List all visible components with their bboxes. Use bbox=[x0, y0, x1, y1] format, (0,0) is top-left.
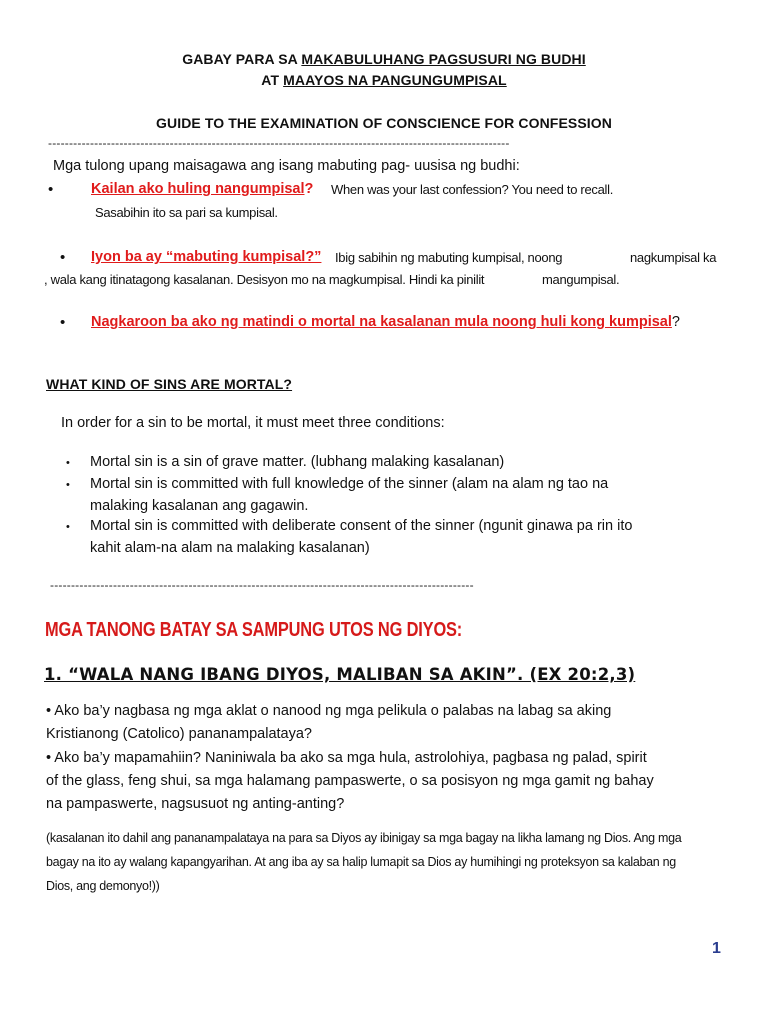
mortal-intro: In order for a sin to be mortal, it must meet three conditions: bbox=[61, 415, 445, 431]
header-line-1 bbox=[0, 51, 768, 67]
commandment-1-line: na pampaswerte, nagsusuot ng anting-anting? bbox=[46, 796, 345, 812]
question-text: Kailan ako huling nangumpisal bbox=[91, 181, 305, 197]
bullet: • bbox=[60, 249, 66, 266]
commandment-1-line: • Ako ba’y mapamahiin? Naniniwala ba ako sa mga hula, astrolohiya, pagbasa ng palad, spirit bbox=[46, 750, 647, 766]
page-number: 1 bbox=[712, 940, 721, 957]
commandment-1-note: Dios, ang demonyo!)) bbox=[46, 879, 160, 893]
section-heading: MGA TANONG BATAY SA SAMPUNG UTOS NG DIYOS: bbox=[45, 619, 463, 641]
header-line-1-prefix: GABAY PARA SA bbox=[182, 51, 302, 67]
commandment-1-line: of the glass, feng shui, sa mga halamang pampaswerte, o sa posisyon ng mga gamit ng bahay bbox=[46, 773, 654, 789]
condition-deliberate-consent: Mortal sin is committed with deliberate consent of the sinner (ngunit ginawa pa rin ito bbox=[90, 518, 633, 534]
header-line-1-underlined: MAKABULUHANG PAGSUSURI NG BUDHI bbox=[301, 51, 586, 67]
commandment-1-heading: 1. “WALA NANG IBANG DIYOS, MALIBAN SA AKIN”. (EX 20:2,3) bbox=[44, 665, 636, 684]
bullet: • bbox=[48, 181, 54, 198]
condition-deliberate-consent-cont: kahit alam-na alam na malaking kasalanan) bbox=[90, 540, 370, 556]
header-line-2-underlined: MAAYOS NA PANGUNGUMPISAL bbox=[283, 72, 507, 88]
item-text-b: nagkumpisal ka bbox=[630, 250, 717, 265]
question-mortal-sin bbox=[91, 314, 680, 330]
condition-full-knowledge: Mortal sin is committed with full knowledge of the sinner (alam na alam ng tao na bbox=[90, 476, 609, 492]
condition-grave-matter: Mortal sin is a sin of grave matter. (lubhang malaking kasalanan) bbox=[90, 454, 505, 470]
bullet: • bbox=[60, 314, 66, 331]
commandment-1-line: • Ako ba’y nagbasa ng mga aklat o nanood ng mga pelikula o palabas na labag sa aking bbox=[46, 703, 612, 719]
bullet: • bbox=[66, 479, 70, 491]
question-last-confession bbox=[91, 181, 313, 197]
commandment-1-note: (kasalanan ito dahil ang pananampalataya na para sa Diyos ay ibinigay sa mga bagay na likha lamang ng Dios. Ang mga bbox=[46, 831, 682, 845]
intro-text: Mga tulong upang maisagawa ang isang mabuting pag- uusisa ng budhi: bbox=[53, 158, 520, 174]
item-text: When was your last confession? You need to recall. bbox=[331, 182, 614, 197]
item-text-a: Ibig sabihin ng mabuting kumpisal, noong bbox=[335, 250, 563, 265]
commandment-1-note: bagay na ito ay walang kapangyarihan. At ang iba ay sa halip lumapit sa Dios ay humihingi ng proteksyon sa kalaban ng bbox=[46, 855, 676, 869]
question-text: Iyon ba ay “mabuting kumpisal?” bbox=[91, 249, 322, 265]
commandment-1-line: Kristianong (Catolico) pananampalataya? bbox=[46, 726, 312, 742]
header-line-2 bbox=[0, 72, 768, 88]
question-text: Nagkaroon ba ako ng matindi o mortal na kasalanan mula noong huli kong kumpisal bbox=[91, 314, 672, 330]
question-mark: ? bbox=[671, 314, 680, 330]
item-continuation-b: mangumpisal. bbox=[542, 272, 620, 287]
bullet: • bbox=[66, 457, 70, 469]
question-mark: ? bbox=[304, 181, 314, 197]
separator-line: ----------------------------------------------------------------------------------------------------- bbox=[50, 578, 474, 592]
condition-full-knowledge-cont: malaking kasalanan ang gagawin. bbox=[90, 498, 309, 514]
mortal-heading: WHAT KIND OF SINS ARE MORTAL? bbox=[46, 376, 293, 392]
separator-line: -------------------------------------------------------------------------------------------------------------- bbox=[48, 136, 510, 150]
question-good-confession bbox=[91, 249, 321, 265]
item-continuation-a: , wala kang itinatagong kasalanan. Desisyon mo na magkumpisal. Hindi ka pinilit bbox=[44, 272, 485, 287]
item-continuation: Sasabihin ito sa pari sa kumpisal. bbox=[95, 205, 278, 220]
header-line-2-prefix: AT bbox=[261, 72, 284, 88]
guide-title: GUIDE TO THE EXAMINATION OF CONSCIENCE FOR CONFESSION bbox=[156, 115, 612, 131]
bullet: • bbox=[66, 521, 70, 533]
